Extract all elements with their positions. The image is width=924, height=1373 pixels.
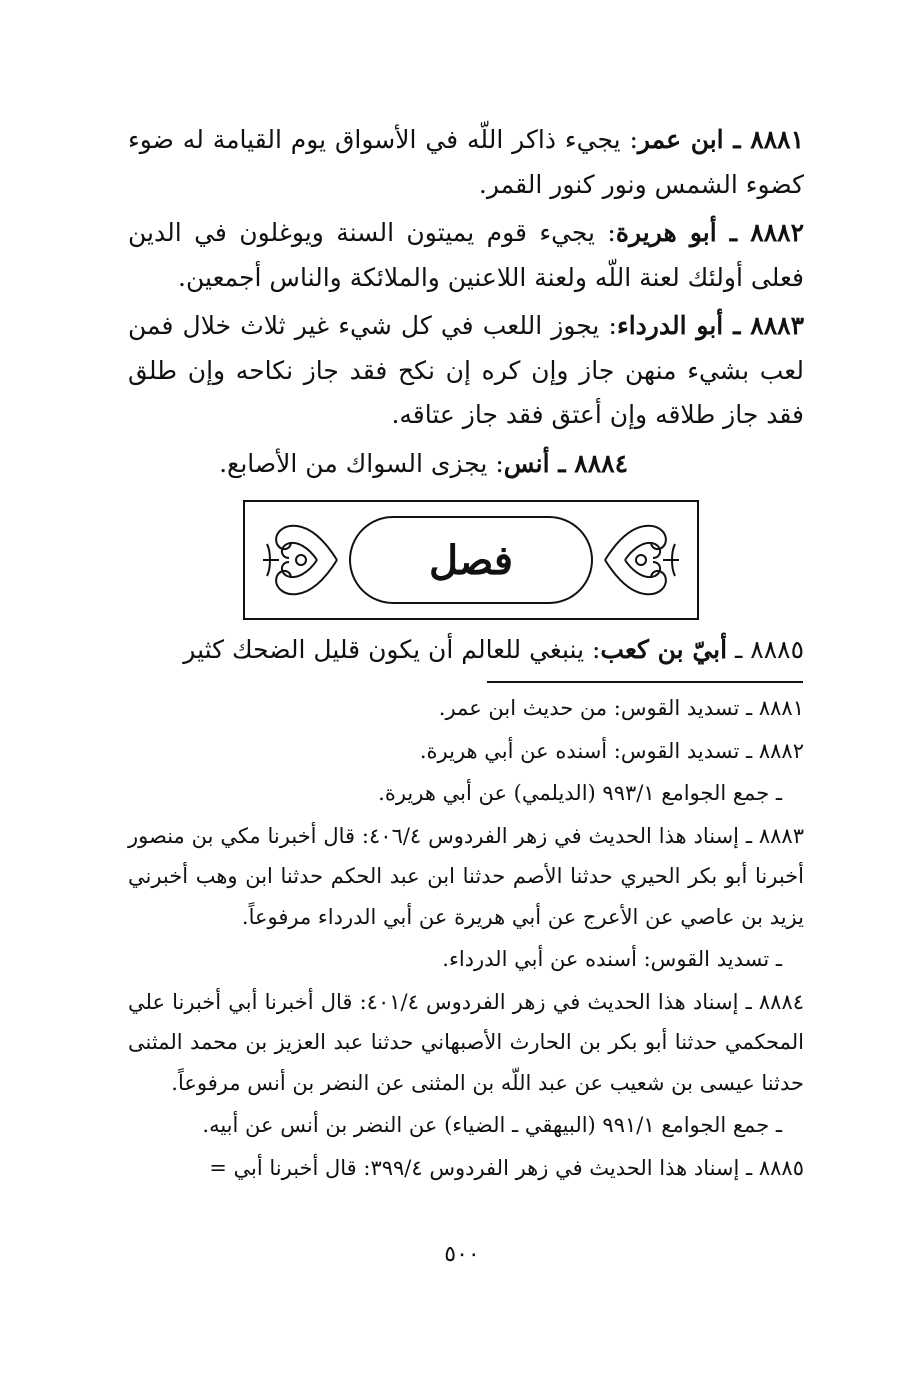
hadith-8881	[128, 118, 804, 207]
colon: :	[487, 448, 504, 478]
footnote: ٨٨٨٢ ـ تسديد القوس: أسنده عن أبي هريرة.	[419, 738, 804, 763]
arabesque-ornament-icon	[597, 514, 685, 606]
hadith-text: يجزى السواك من الأصابع.	[219, 448, 488, 478]
hadith-narrator: ابن عمر	[637, 125, 724, 154]
dash: ـ	[723, 311, 751, 340]
colon: :	[584, 635, 601, 664]
footnote: ٨٨٨١ ـ تسديد القوس: من حديث ابن عمر.	[438, 696, 804, 720]
dash: ـ	[549, 448, 575, 478]
hadith-number: ٨٨٨٢	[750, 218, 805, 247]
hadith-narrator: أنس	[503, 448, 550, 478]
footnote: ـ جمع الجوامع ٩٩١/١ (البيهقي ـ الضياء) عن النضر بن أنس عن أبيه.	[202, 1113, 782, 1137]
footnote: ٨٨٨٥ ـ إسناد هذا الحديث في زهر الفردوس ٣٩٩/٤: قال أخبرنا أبي =	[209, 1155, 804, 1180]
hadith-8882	[128, 211, 804, 300]
page-number: ٥٠٠	[444, 1242, 480, 1267]
footnote: ـ تسديد القوس: أسنده عن أبي الدرداء.	[442, 947, 782, 971]
hadith-number: ٨٨٨٤	[574, 448, 628, 478]
dash: ـ	[727, 635, 751, 664]
footnote: ـ جمع الجوامع ٩٩٣/١ (الديلمي) عن أبي هريرة.	[378, 781, 782, 805]
hadith-narrator: أبو هريرة	[615, 218, 717, 247]
dash: ـ	[716, 218, 751, 247]
hadith-narrator: أبيّ بن كعب	[600, 635, 728, 664]
hadith-number: ٨٨٨٥	[750, 635, 804, 664]
hadith-text: يجيء ذاكر اللّه في الأسواق يوم القيامة له ضوء كضوء الشمس ونور كنور القمر.	[128, 125, 804, 199]
hadith-number: ٨٨٨١	[750, 125, 804, 154]
hadith-narrator: أبو الدرداء	[616, 311, 724, 340]
section-title: فصل	[349, 516, 593, 604]
dash: ـ	[723, 125, 751, 154]
hadith-8885	[128, 628, 804, 672]
section-heading-frame	[243, 500, 699, 620]
hadith-number: ٨٨٨٣	[750, 311, 804, 340]
footnote-separator	[487, 681, 803, 683]
hadith-text: يجوز اللعب في كل شيء غير ثلاث خلال فمن لعب بشيء منهن جاز وإن كره إن نكح فقد جاز نكاحه وإن طلق فقد جاز طلاقه وإن أعتق فقد جاز عتاقه.	[128, 311, 804, 429]
hadith-list	[128, 118, 804, 490]
hadith-text: يجيء قوم يميتون السنة ويوغلون في الدين فعلى أولئك لعنة اللّه ولعنة اللاعنين والملائكة والناس أجمعين.	[128, 218, 804, 292]
arabesque-ornament-icon	[257, 514, 345, 606]
colon: :	[620, 125, 638, 154]
hadith-text: ينبغي للعالم أن يكون قليل الضحك كثير	[183, 635, 585, 664]
hadith-8884	[128, 442, 804, 487]
colon: :	[599, 311, 617, 340]
colon: :	[595, 218, 616, 247]
footnote: ٨٨٨٤ ـ إسناد هذا الحديث في زهر الفردوس ٤٠١/٤: قال أخبرنا أبي أخبرنا علي المحكمي حدثنا أبو بكر بن الحارث الأصبهاني حدثنا عبد العزيز بن محمد المثنى حدثنا عيسى بن شعيب عن عبد اللّه بن المثنى عن النضر بن أنس مرفوعاً.	[128, 989, 805, 1095]
footnotes	[128, 688, 804, 1190]
hadith-8883	[128, 304, 804, 438]
footnote: ٨٨٨٣ ـ إسناد هذا الحديث في زهر الفردوس ٤٠٦/٤: قال أخبرنا مكي بن منصور أخبرنا أبو بكر الحيري حدثنا الأصم حدثنا ابن عبد الحكم حدثنا ابن وهب أخبرني يزيد بن عاصي عن الأعرج عن أبي هريرة عن أبي الدرداء مرفوعاً.	[128, 823, 804, 929]
